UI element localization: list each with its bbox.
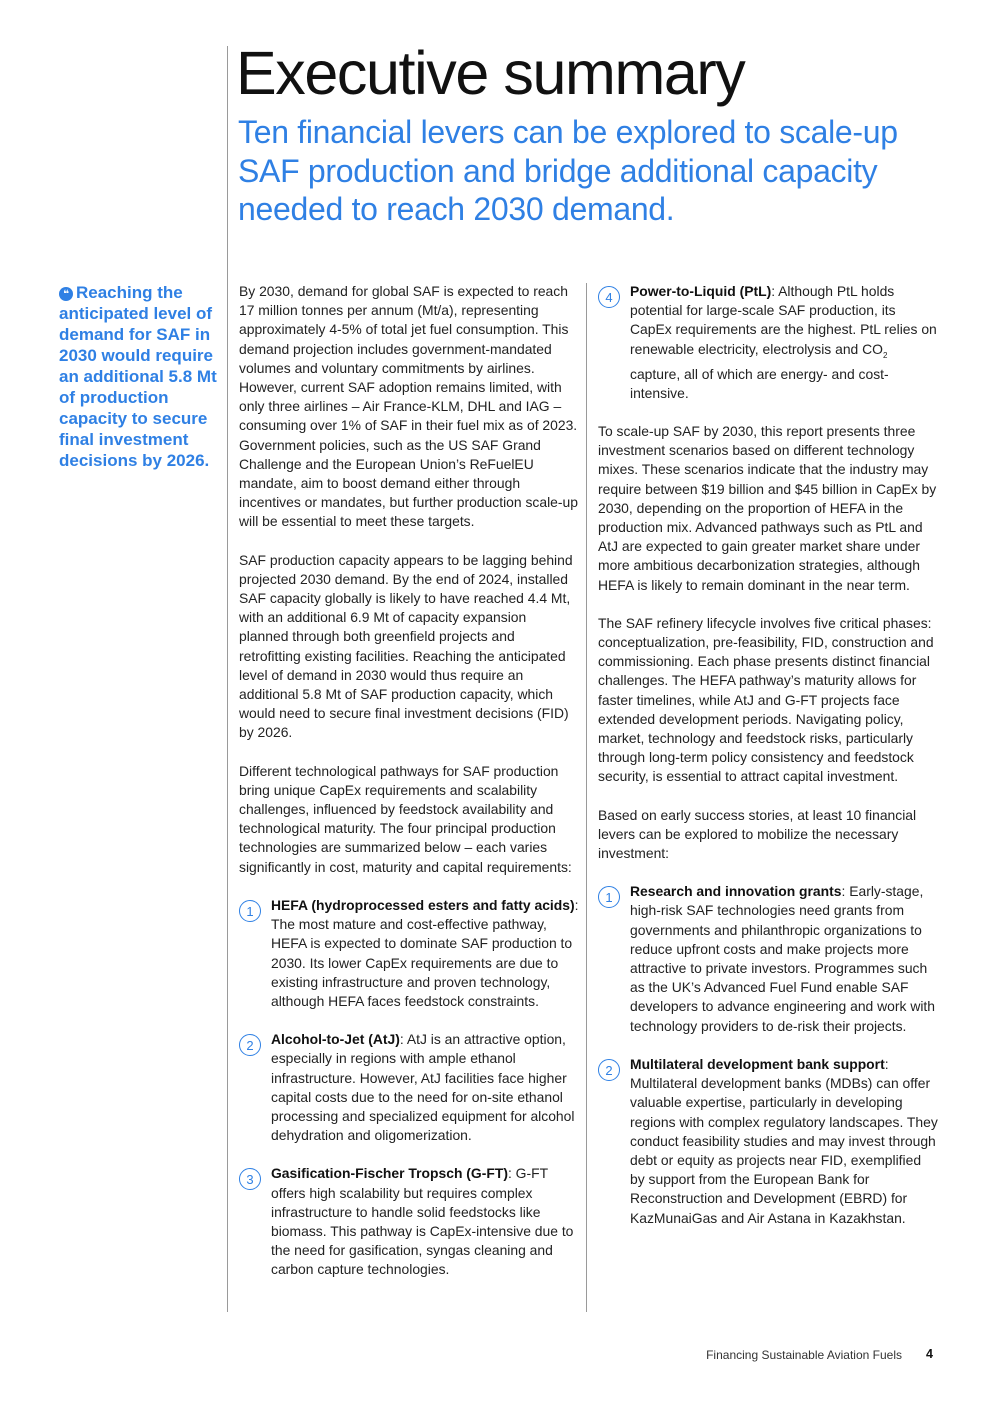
paragraph: The SAF refinery lifecycle involves five critical phases: conceptualization, pre-feasibility, FID, construction and commissioning. Each phase presents distinct financial challenges. The HEFA pathway’s maturity allows for faster timelines, while AtJ and G-FT projects face extended development periods. Navigating policy, market, technology and feedstock risks, particularly through long-term policy consistency and feedstock security, is essential to attract capital investment. — [598, 614, 934, 785]
left-text-column — [239, 282, 579, 1299]
paragraph: By 2030, demand for global SAF is expected to reach 17 million tonnes per annum (Mt/a), representing approximately 4-5% of total jet fuel consumption. This demand projection includes government-mandated volumes and voluntary commitments by airlines. However, current SAF adoption remains limited, with only three airlines – Air France-KLM, DHL and IAG – consuming over 1% of SAF in their fuel mix as of 2023. Government policies, such as the US SAF Grand Challenge and the European Union’s ReFuelEU mandate, aim to boost demand either through incentives or mandates, but further production scale-up will be essential to meet these targets. — [239, 283, 578, 530]
item-label: Multilateral development bank support — [630, 1055, 885, 1072]
technology-item-atj — [239, 1030, 579, 1145]
lever-item-grants — [598, 882, 938, 1036]
subscript: 2 — [882, 350, 888, 360]
number-badge: 2 — [598, 1059, 620, 1081]
page-title: Executive summary — [236, 39, 745, 107]
item-text: : Early-stage, high-risk SAF technologies need grants from governments and philanthropic organizations to reduce upfront costs and make projects more attractive to private investors. Programmes such as the UK’s Advanced Fuel Fund enable SAF developers to advance engineering and work with technology providers to de-risk their projects. — [630, 883, 936, 1034]
item-text: : G-FT offers high scalability but requires complex infrastructure to handle solid feedstocks like biomass. This pathway is CapEx-intensive due to the need for gasification, syngas cleaning and carbon capture technologies. — [271, 1165, 574, 1278]
number-badge: 2 — [239, 1034, 261, 1056]
paragraph: Different technological pathways for SAF production bring unique CapEx requirements and scalability challenges, influenced by feedstock availability and technological maturity. The four principal production technologies are summarized below – each varies significantly in cost, maturity and capital requirements: — [239, 762, 572, 875]
item-label: Power-to-Liquid (PtL) — [630, 283, 772, 299]
pull-quote — [59, 282, 217, 471]
number-badge: 4 — [598, 286, 620, 308]
right-text-column — [598, 282, 938, 1247]
item-text: : Although PtL holds potential for large-scale SAF production, its CapEx requirements are the highest. PtL relies on renewable electricity, electrolysis and CO — [630, 283, 937, 357]
number-badge: 1 — [598, 886, 620, 908]
technology-item-hefa — [239, 896, 579, 1011]
item-text: capture, all of which are energy- and cost-intensive. — [630, 365, 889, 401]
item-label: Alcohol-to-Jet (AtJ) — [271, 1031, 400, 1048]
technology-item-ptl — [598, 282, 938, 403]
paragraph: SAF production capacity appears to be lagging behind projected 2030 demand. By the end of 2024, installed SAF capacity globally is likely to have reached 4.4 Mt, with an additional 6.9 Mt of capacity expansion planned through both greenfield projects and retrofitting existing facilities. Reaching the anticipated level of demand in 2030 would thus require an additional 5.8 Mt of SAF production capacity, which would need to secure final investment decisions (FID) by 2026. — [239, 551, 573, 741]
item-text: : Multilateral development banks (MDBs) can offer valuable expertise, particularly in developing regions with complex regulatory landscapes. They conduct feasibility studies and may invest through debt or equity as projects near FID, exemplified by support from the European Bank for Reconstruction and Development (EBRD) for KazMunaiGas and Air Astana in Kazakhstan. — [630, 1055, 938, 1226]
page-number: 4 — [926, 1347, 933, 1361]
item-text: : AtJ is an attractive option, especially in regions with ample ethanol infrastructure. However, AtJ facilities face higher capital costs due to the need for on-site ethanol processing and specialized equipment for alcohol dehydration and oligomerization. — [271, 1031, 575, 1144]
quote-icon: ❝ — [59, 287, 73, 301]
item-label: HEFA (hydroprocessed esters and fatty acids) — [271, 896, 575, 913]
pull-quote-text: Reaching the anticipated level of demand for SAF in 2030 would require an additional 5.8 Mt of production capacity to secure final investment decisions by 2026. — [59, 283, 217, 470]
paragraph: Based on early success stories, at least 10 financial levers can be explored to mobilize the necessary investment: — [598, 806, 917, 862]
item-text: : The most mature and cost-effective pathway, HEFA is expected to dominate SAF production to 2030. Its lower CapEx requirements are due to existing infrastructure and proven technology, although HEFA faces feedstock constraints. — [271, 896, 579, 1009]
column-divider-line — [586, 283, 587, 1312]
page-subtitle: Ten financial levers can be explored to scale-up SAF production and bridge additional capacity needed to reach 2030 demand. — [238, 114, 898, 227]
paragraph: To scale-up SAF by 2030, this report presents three investment scenarios based on different technology mixes. These scenarios indicate that the industry may require between $19 billion and $45 billion in CapEx by 2030, depending on the proportion of HEFA in the production mix. Advanced pathways such as PtL and AtJ are expected to gain greater market share under more ambitious decarbonization strategies, although HEFA is likely to remain dominant in the near term. — [598, 423, 937, 593]
number-badge: 1 — [239, 900, 261, 922]
left-divider-line — [227, 46, 228, 1312]
footer-publication-title: Financing Sustainable Aviation Fuels — [706, 1348, 902, 1362]
number-badge: 3 — [239, 1168, 261, 1190]
item-label: Gasification-Fischer Tropsch (G-FT) — [271, 1165, 508, 1182]
technology-item-gft — [239, 1164, 579, 1279]
item-label: Research and innovation grants — [630, 883, 842, 900]
lever-item-mdb — [598, 1055, 938, 1228]
